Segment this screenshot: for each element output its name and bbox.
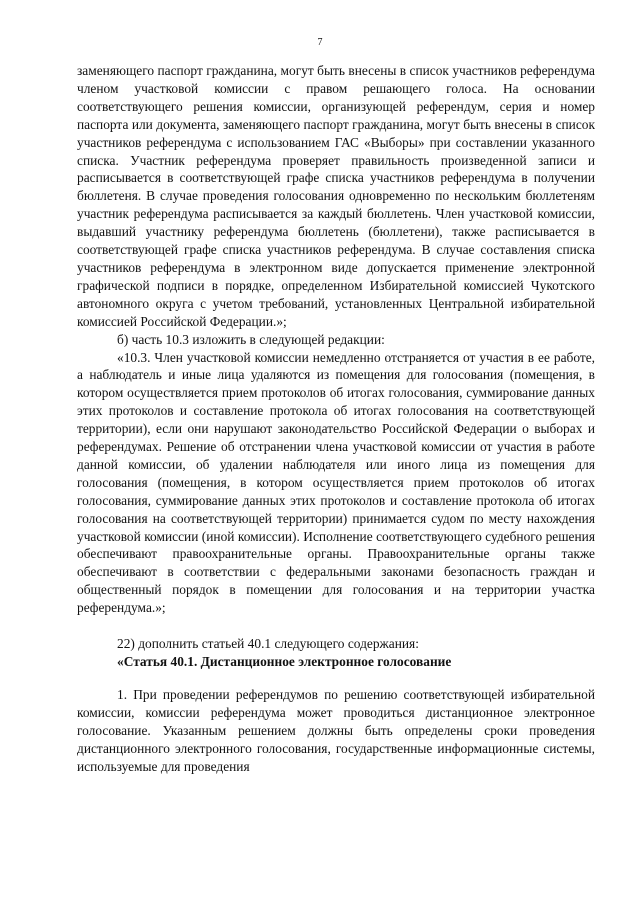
paragraph-part-10-3: «10.3. Член участковой комиссии немедленно отстраняется от участия в ее работе, а наблюдатель и иные лица удаляются из помещения для голосования (помещения, в котором осуществляется прием протоколов об итогах голосования, суммирование данных этих протоколов и составление протокола об итогах голосования на соответствующей территории), если они нарушают законодательство Российской Федерации о выборах и референдумах. Решение об отстранении члена участковой комиссии от участия в работе данной комиссии, об удалении наблюдателя или иного лица из помещения для голосования (помещения, в котором осуществляется прием протоколов об итогах голосования, суммирование данных этих протоколов и составление протокола об итогах голосования на соответствующей территории) принимается судом по месту нахождения участковой комиссии (иной комиссии). Исполнение соответствующего судебного решения обеспечивают правоохранительные органы. Правоохранительные органы также обеспечивают в соответствии с федеральными законами безопасность граждан и общественный порядок в помещении для голосования и на территории участка референдума.»; [77, 349, 595, 616]
document-body [77, 62, 595, 775]
paragraph-item-22: 22) дополнить статьей 40.1 следующего содержания: [117, 636, 419, 652]
paragraph-article-40-1-part-1: 1. При проведении референдумов по решению соответствующей избирательной комиссии, комиссии референдума может проводиться дистанционное электронное голосование. Указанным решением должны быть определены сроки проведения дистанционного электронного голосования, государственные информационные системы, используемые для проведения [77, 686, 595, 774]
page-number: 7 [317, 37, 323, 48]
paragraph-amendment-b: б) часть 10.3 изложить в следующей редакции: [117, 331, 385, 347]
paragraph-continuation: заменяющего паспорт гражданина, могут быть внесены в список участников референдума членом участковой комиссии с правом решающего голоса. На основании соответствующего решения комиссии, организующей референдум, серия и номер паспорта или документа, заменяющего паспорт гражданина, могут быть внесены в список участников референдума с использованием ГАС «Выборы» при составлении указанного списка. Участник референдума проверяет правильность произведенной записи и расписывается в соответствующей графе списка участников референдума в получении бюллетеня. В случае проведения голосования одновременно по нескольким бюллетеням участник референдума расписывается за каждый бюллетень. Член участковой комиссии, выдавший участнику референдума бюллетень (бюллетени), также расписывается в соответствующей графе списка участников референдума. В случае составления списка участников референдума в электронном виде допускается применение электронной графической подписи в порядке, определенном Избирательной комиссией Чукотского автономного округа с учетом требований, установленных Центральной избирательной комиссией Российской Федерации.»; [77, 63, 595, 329]
article-heading: «Статья 40.1. Дистанционное электронное голосование [117, 654, 452, 669]
